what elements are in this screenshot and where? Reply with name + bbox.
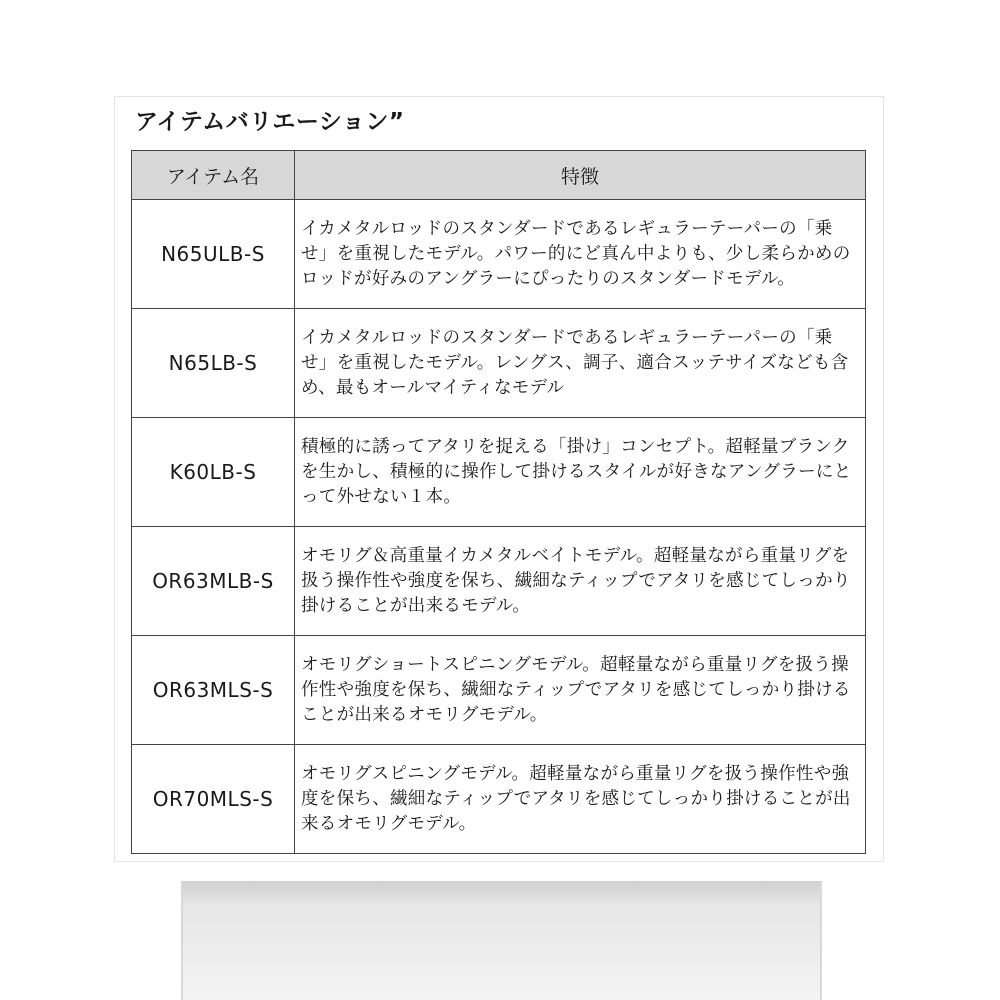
item-description-cell: オモリグショートスピニングモデル。超軽量ながら重量リグを扱う操作性や強度を保ち、繊細なティップでアタリを感じてしっかり掛けることが出来るオモリグモデル。 xyxy=(295,636,866,745)
table-row xyxy=(132,200,866,309)
header-item-name: アイテム名 xyxy=(132,151,295,200)
item-name-cell: K60LB-S xyxy=(132,418,295,527)
table-row xyxy=(132,636,866,745)
table-header-row xyxy=(132,151,866,200)
header-feature: 特徴 xyxy=(295,151,866,200)
item-description-cell: イカメタルロッドのスタンダードであるレギュラーテーパーの「乗せ」を重視したモデル。パワー的にど真ん中よりも、少し柔らかめのロッドが好みのアングラーにぴったりのスタンダードモデル。 xyxy=(295,200,866,309)
item-description-cell: オモリグ＆高重量イカメタルベイトモデル。超軽量ながら重量リグを扱う操作性や強度を保ち、繊細なティップでアタリを感じてしっかり掛けることが出来るモデル。 xyxy=(295,527,866,636)
item-name-cell: OR70MLS-S xyxy=(132,745,295,854)
table-row xyxy=(132,309,866,418)
item-name-cell: OR63MLS-S xyxy=(132,636,295,745)
section-title: アイテムバリエーション” xyxy=(135,109,405,135)
item-name-cell: N65LB-S xyxy=(132,309,295,418)
item-description-cell: 積極的に誘ってアタリを捉える「掛け」コンセプト。超軽量ブランクを生かし、積極的に操作して掛けるスタイルが好きなアングラーにとって外せない１本。 xyxy=(295,418,866,527)
bottom-image-panel xyxy=(181,881,822,1000)
table-row xyxy=(132,745,866,854)
item-name-cell: N65ULB-S xyxy=(132,200,295,309)
table-row xyxy=(132,527,866,636)
variation-table xyxy=(131,150,866,854)
table-row xyxy=(132,418,866,527)
item-description-cell: イカメタルロッドのスタンダードであるレギュラーテーパーの「乗せ」を重視したモデル。レングス、調子、適合スッテサイズなども含め、最もオールマイティなモデル xyxy=(295,309,866,418)
item-description-cell: オモリグスピニングモデル。超軽量ながら重量リグを扱う操作性や強度を保ち、繊細なティップでアタリを感じてしっかり掛けることが出来るオモリグモデル。 xyxy=(295,745,866,854)
item-name-cell: OR63MLB-S xyxy=(132,527,295,636)
